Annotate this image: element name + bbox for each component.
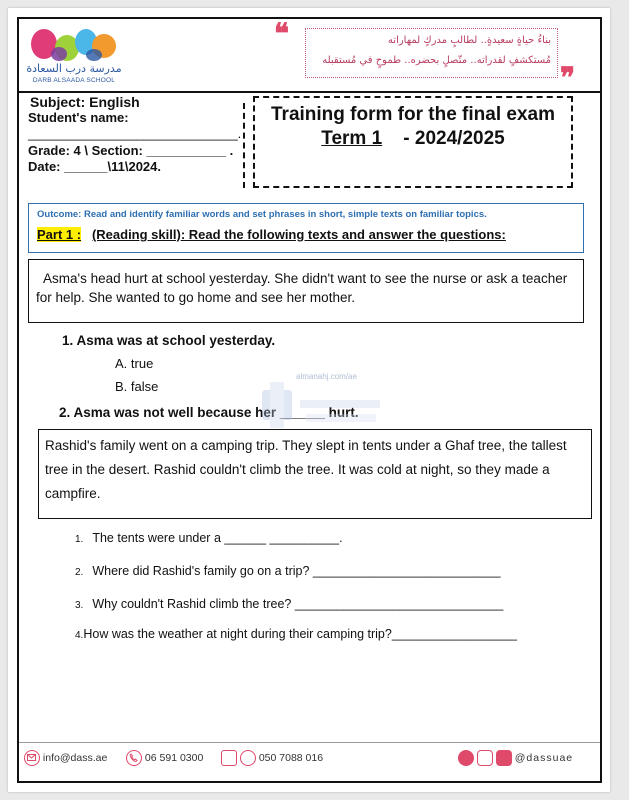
watermark-logo [256, 376, 386, 436]
watermark-text: almanahj.com/ae [296, 372, 357, 381]
footer-phone[interactable]: 06 591 0300 [126, 750, 203, 766]
subject-label: Subject: English [30, 94, 140, 110]
quote-close-icon: ❞ [560, 61, 576, 94]
motto-line-1: بناءُ حياةٍ سعيدةٍ.. لطالبٍ مدركٍ لمهاراته [387, 35, 551, 46]
quote-open-icon: ❝ [274, 17, 290, 50]
reading-text-1: Asma's head hurt at school yesterday. She didn't want to see the nurse or ask a teacher for help. She wanted to go home and see her mother. [28, 259, 584, 323]
student-name-blank[interactable]: _____________________________. [28, 126, 242, 141]
facebook-icon [458, 750, 474, 766]
outcome-text: Outcome: Read and identify familiar words and set phrases in short, simple texts on familiar topics. [37, 209, 487, 220]
vertical-dash-divider [243, 103, 245, 188]
question-2-2: 2. Where did Rashid's family go on a trip? ___________________________ [75, 564, 501, 578]
reading-text-2: Rashid's family went on a camping trip. They slept in tents under a Ghaf tree, the tallest tree in the desert. Rashid couldn't climb the tree. It was cold at night, so they made a campfire. [38, 429, 592, 519]
header-divider [19, 91, 600, 93]
part-1-heading [37, 227, 506, 242]
option-false[interactable]: B. false [115, 379, 159, 394]
question-2-4: 4.How was the weather at night during their camping trip?__________________ [75, 627, 517, 641]
footer-divider [19, 742, 600, 743]
question-2-1: 1. The tents were under a ______ __________. [75, 531, 343, 545]
motto-line-2: مُستكشفٍ لقدراته.. متّصلٍ بحضره.. طموحٍ في مُستقبله [322, 55, 551, 66]
mobile-icon [221, 750, 237, 766]
worksheet-page [8, 8, 610, 792]
exam-year: - 2024/2025 [403, 128, 505, 149]
part-1-skill: (Reading skill) [91, 227, 181, 242]
option-true[interactable]: A. true [115, 356, 154, 371]
school-name-arabic: مدرسة درب السعادة [26, 62, 122, 75]
footer-mobile[interactable]: 050 7088 016 [221, 750, 323, 766]
footer-social[interactable]: @dassuae [458, 750, 573, 766]
motto-box [305, 28, 558, 78]
whatsapp-icon [240, 750, 256, 766]
student-name-label: Student's name: [28, 110, 129, 125]
mail-icon [24, 750, 40, 766]
date-label: Date: ______\11\2024. [28, 159, 161, 174]
grade-section-label: Grade: 4 \ Section: ___________ . [28, 143, 234, 158]
instagram-icon [477, 750, 493, 766]
school-name-english: DARB ALSAADA SCHOOL [32, 77, 116, 84]
exam-term-line [255, 128, 571, 150]
part-1-label: Part 1 : [37, 227, 82, 242]
youtube-icon [496, 750, 512, 766]
footer-email[interactable]: info@dass.ae [24, 750, 107, 766]
part-1-instruction: : Read the following texts and answer the questions: [180, 227, 506, 242]
question-1-2: 2. Asma was not well because her ______ hurt. [59, 405, 359, 420]
question-2-3: 3. Why couldn't Rashid climb the tree? ______________________________ [75, 597, 504, 611]
phone-icon [126, 750, 142, 766]
exam-title: Training form for the final exam [271, 104, 555, 125]
outcome-box [28, 203, 584, 253]
exam-term: Term 1 [321, 128, 383, 149]
question-1-1: 1. Asma was at school yesterday. [62, 333, 276, 348]
exam-title-box [253, 96, 573, 188]
